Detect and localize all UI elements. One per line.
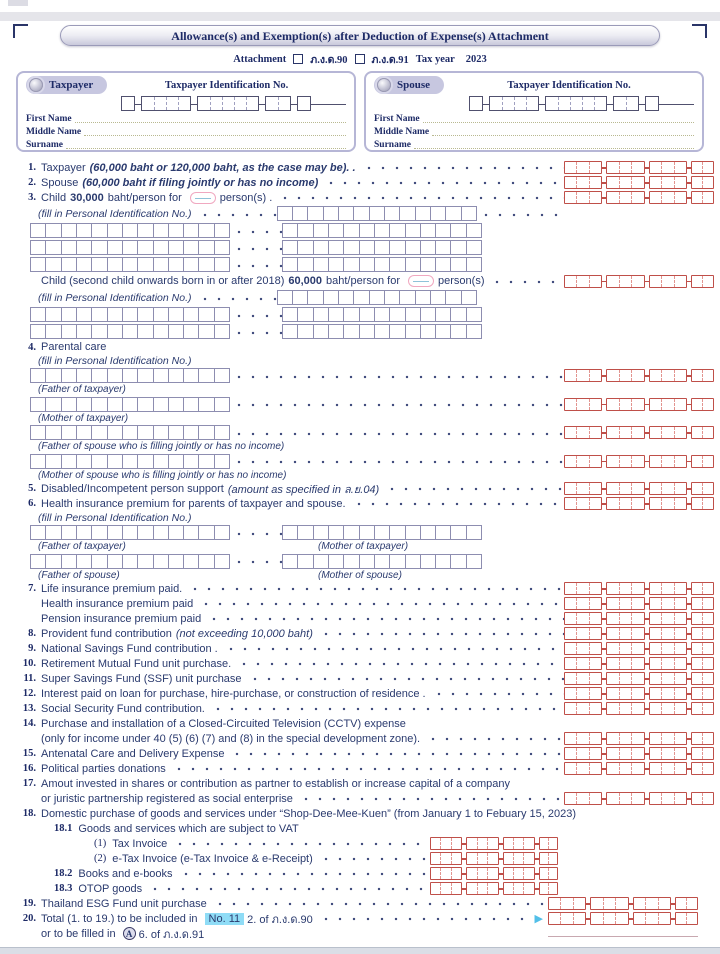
item-18-1-2-row [0, 851, 720, 866]
item-18-2-row [0, 866, 720, 881]
child-id-boxes[interactable] [30, 240, 230, 255]
item-number: 4. [28, 341, 36, 353]
leader-dots [222, 641, 564, 656]
parent-caption: (Father of spouse who is filling jointly or has no income) [38, 441, 285, 453]
leader-dots [197, 596, 564, 611]
child-id-boxes[interactable] [282, 240, 482, 255]
leader-dots [186, 581, 564, 596]
spouse-pill-label: Spouse [397, 79, 431, 91]
health-id-grid-row [0, 553, 720, 570]
taxpayer-pill-label: Taxpayer [49, 79, 94, 91]
amount-box-18-3[interactable] [430, 882, 558, 895]
parent-caption: (Mother of spouse who is filling jointly or has no income) [38, 469, 287, 481]
parent-caption: (Mother of taxpayer) [38, 412, 129, 424]
identity-panels [16, 71, 704, 152]
item-label: Domestic purchase of goods and services under “Shop-Dee-Mee-Kuen” (from January 1 to Febuary 15, 2023) [41, 807, 576, 820]
item-number: 2. [28, 177, 36, 188]
child2-id-boxes[interactable] [30, 307, 230, 322]
item-label: Provident fund contribution [41, 627, 172, 640]
form-body [0, 160, 720, 941]
amount-box-18-2[interactable] [430, 867, 558, 880]
item-label: Child [41, 191, 67, 204]
health-parent-id-boxes[interactable] [282, 554, 482, 569]
item-label: Spouse [41, 176, 79, 189]
item-5-row [0, 481, 720, 496]
form-title: Allowance(s) and Exemption(s) after Deduction of Expense(s) Attachment [60, 25, 660, 46]
leader-dots [297, 791, 564, 806]
item-number: 1. [28, 162, 36, 173]
item-1-row [0, 160, 720, 175]
parent-caption-row [0, 413, 720, 425]
spouse-pill[interactable] [374, 76, 444, 94]
item-label: person(s) [438, 275, 485, 287]
health-caption: (Mother of taxpayer) [318, 541, 409, 553]
item-4-fill-note-row [0, 354, 720, 367]
item-14-row2 [0, 731, 720, 746]
spouse-middle-name-field[interactable] [432, 135, 694, 136]
item-label: Thailand ESG Fund unit purchase [41, 897, 207, 910]
amount-box-1[interactable] [564, 161, 714, 174]
parent-id-row [0, 424, 720, 441]
parent-caption-row [0, 384, 720, 396]
leader-dots [235, 656, 564, 671]
sub-item-number: (2) [94, 853, 107, 864]
item-label: baht/person for [107, 191, 182, 204]
item-label: (only for income under 40 (5) (6) (7) and (8) in the special development zone). [41, 732, 421, 745]
child-id-boxes[interactable] [277, 206, 477, 221]
item-label: Amout invested in shares or contribution as partner to establish or increase capital of a company [41, 777, 510, 790]
health-parent-id-boxes[interactable] [30, 525, 230, 540]
page-top-band [0, 12, 720, 21]
leader-dots [171, 836, 430, 851]
item-6-fill-note-row [0, 511, 720, 524]
child2-id-boxes[interactable] [282, 307, 482, 322]
spouse-middle-name-label: Middle Name [374, 127, 430, 137]
amount-box-6[interactable] [564, 497, 714, 510]
page-bottom-band [0, 947, 720, 954]
item-17-row [0, 776, 720, 791]
taxpayer-id-boxes[interactable] [121, 96, 346, 111]
item-label: Tax Invoice [112, 837, 168, 850]
item-number: 14. [22, 718, 36, 729]
item-2-row [0, 175, 720, 190]
item-label: or to be filled in [41, 927, 116, 940]
item-label: Child (second child onwards born in or after 2018) [41, 275, 285, 287]
form-91-label: ภ.ง.ด.91 [371, 54, 409, 66]
item-label: baht/person for [326, 275, 401, 287]
item-7-row [0, 596, 720, 611]
item-19-row [0, 896, 720, 911]
leader-dots [246, 671, 564, 686]
amount-box-5[interactable] [564, 482, 714, 495]
item-note: (not exceeding 10,000 baht) [175, 627, 313, 640]
item-4-row [0, 340, 720, 354]
child-allowance-amount: 30,000 [70, 191, 104, 204]
page-top-notch [8, 0, 28, 6]
amount-box-7a[interactable] [564, 582, 714, 595]
item-label: person(s) . [219, 191, 273, 204]
item-18-1-1-row [0, 836, 720, 851]
item-18-row [0, 806, 720, 821]
leader-dots [317, 626, 564, 641]
amount-underline [548, 936, 698, 937]
leader-dots [350, 496, 565, 511]
leader-dots [177, 866, 430, 881]
child-id-grid-row [0, 256, 720, 273]
leader-dots [424, 731, 564, 746]
item-20-row [0, 911, 720, 926]
item-label: Antenatal Care and Delivery Expense [41, 747, 225, 760]
leader-dots [209, 701, 564, 716]
form-90-label: ภ.ง.ด.90 [310, 54, 348, 66]
item-number: 12. [22, 688, 36, 699]
leader-dots [230, 222, 282, 239]
leader-dots [322, 175, 564, 190]
amount-box-4d[interactable] [564, 455, 714, 468]
amount-box-16[interactable] [564, 762, 714, 775]
item-17-row2 [0, 791, 720, 806]
amount-box-18-1-2[interactable] [430, 852, 558, 865]
leader-dots [488, 273, 564, 289]
fill-id-note: (fill in Personal Identification No.) [38, 207, 192, 220]
item-number: 16. [22, 763, 36, 774]
health-caption: (Father of taxpayer) [38, 541, 126, 553]
item-note: (amount as specified in ล.ย.04) [227, 483, 380, 496]
parent-id-boxes[interactable] [30, 454, 230, 469]
sub-item-number: 18.1 [54, 823, 73, 834]
item-note: (60,000 baht or 120,000 baht, as the case may be). . [89, 161, 356, 174]
leader-dots [276, 190, 564, 205]
item-number: 15. [22, 748, 36, 759]
sub-item-number: 18.2 [54, 868, 73, 879]
leader-dots [230, 306, 282, 323]
item-number: 3. [28, 192, 36, 203]
item-label: Super Savings Fund (SSF) unit purchase [41, 672, 242, 685]
item-label: Goods and services which are subject to VAT [78, 822, 299, 835]
item-3-second-child-row [0, 273, 720, 289]
leader-dots [383, 481, 564, 496]
corner-mark-left [13, 24, 28, 38]
tax-year-value: 2023 [465, 53, 487, 65]
tax-year-label: Tax year [415, 53, 455, 65]
item-7-row [0, 581, 720, 596]
health-id-grid-row [0, 524, 720, 541]
amount-box-3b[interactable] [564, 275, 714, 288]
item-number: 7. [28, 583, 36, 594]
health-caption: (Mother of spouse) [318, 569, 402, 581]
item-18-3-row [0, 881, 720, 896]
item-6-row [0, 496, 720, 511]
item-16-row [0, 761, 720, 776]
item-11-row [0, 671, 720, 686]
leader-dots [146, 881, 430, 896]
item-label: Political parties donations [41, 762, 166, 775]
item-number: 10. [22, 658, 36, 669]
health-caption-row [0, 541, 720, 553]
parent-id-row [0, 367, 720, 384]
item-number: 6. [28, 498, 36, 509]
taxpayer-first-name-field[interactable] [75, 122, 346, 123]
item-label: or juristic partnership registered as social enterprise [41, 792, 293, 805]
leader-dots [230, 323, 282, 340]
child2-id-grid-row [0, 306, 720, 323]
item-label: Life insurance premium paid. [41, 582, 183, 595]
item-number: 17. [22, 778, 36, 789]
item-label: OTOP goods [78, 882, 143, 895]
item-label: Disabled/Incompetent person support [41, 482, 224, 495]
leader-dots [230, 396, 564, 413]
no11-highlight: No. 11 [205, 913, 245, 925]
taxpayer-panel [16, 71, 356, 152]
item-label: e-Tax Invoice (e-Tax Invoice & e-Receipt) [112, 852, 313, 865]
spouse-radio-icon[interactable] [377, 78, 391, 92]
parent-id-row [0, 453, 720, 470]
child2-id-boxes[interactable] [30, 324, 230, 339]
amount-box-18-1-1[interactable] [430, 837, 558, 850]
taxpayer-first-name-label: First Name [26, 114, 72, 124]
spouse-first-name-label: First Name [374, 114, 420, 124]
item-number: 19. [22, 898, 36, 909]
item-label: Interest paid on loan for purchase, hire-purchase, or construction of residence . [41, 687, 426, 700]
child2-id-boxes[interactable] [277, 290, 477, 305]
item-3-fill-note-row [0, 205, 720, 222]
item-number: 13. [22, 703, 36, 714]
leader-dots [430, 686, 564, 701]
item-number: 11. [23, 673, 36, 684]
sub-item-number: 18.3 [54, 883, 73, 894]
taxpayer-radio-icon[interactable] [29, 78, 43, 92]
child2-count-field[interactable] [408, 275, 434, 287]
amount-box-3[interactable] [564, 191, 714, 204]
leader-dots [230, 553, 282, 570]
spouse-tin-label: Taxpayer Identification No. [507, 79, 631, 91]
leader-dots [196, 205, 277, 222]
item-label: Health insurance premium for parents of taxpayer and spouse. [41, 497, 346, 510]
health-caption: (Father of spouse) [38, 569, 120, 581]
leader-dots [360, 160, 564, 175]
parent-caption-row [0, 441, 720, 453]
spouse-panel [364, 71, 704, 152]
amount-box-11[interactable] [564, 672, 714, 685]
sub-item-number: (1) [94, 838, 107, 849]
parent-id-boxes[interactable] [30, 425, 230, 440]
health-parent-id-boxes[interactable] [30, 554, 230, 569]
taxpayer-middle-name-label: Middle Name [26, 127, 82, 137]
spouse-first-name-field[interactable] [423, 122, 694, 123]
amount-box-12[interactable] [564, 687, 714, 700]
child-id-boxes[interactable] [30, 257, 230, 272]
item-label: Retirement Mutual Fund unit purchase. [41, 657, 232, 670]
parent-id-boxes[interactable] [30, 368, 230, 383]
child-id-boxes[interactable] [282, 223, 482, 238]
leader-dots [228, 746, 564, 761]
circled-a-icon: A [123, 927, 136, 940]
amount-box-9[interactable] [564, 642, 714, 655]
item-label: 6. of ภ.ง.ด.91 [138, 928, 205, 941]
amount-box-7b[interactable] [564, 597, 714, 610]
amount-box-13[interactable] [564, 702, 714, 715]
item-12-row [0, 686, 720, 701]
parent-id-boxes[interactable] [30, 397, 230, 412]
item-label: Parental care [41, 341, 107, 353]
attachment-row [0, 52, 720, 66]
fill-id-note: (fill in Personal Identification No.) [38, 291, 192, 304]
item-label: Pension insurance premium paid [41, 612, 202, 625]
amount-box-20[interactable] [548, 912, 698, 925]
child2-id-boxes[interactable] [282, 324, 482, 339]
item-label: Total (1. to 19.) to be included in [41, 912, 198, 925]
taxpayer-tin-label: Taxpayer Identification No. [164, 79, 289, 91]
item-9-row [0, 641, 720, 656]
health-caption-row [0, 570, 720, 582]
item-number: 5. [28, 483, 36, 494]
child2-allowance-amount: 60,000 [288, 275, 323, 287]
leader-dots [230, 256, 282, 273]
child-id-boxes[interactable] [282, 257, 482, 272]
checkbox-pngd90[interactable] [293, 54, 303, 64]
item-13-row [0, 701, 720, 716]
spouse-id-boxes[interactable] [469, 96, 694, 111]
taxpayer-middle-name-field[interactable] [84, 135, 346, 136]
fill-id-note: (fill in Personal Identification No.) [38, 354, 192, 367]
child-id-grid-row [0, 222, 720, 239]
item-20-row2 [0, 926, 720, 941]
parent-caption: (Father of taxpayer) [38, 384, 126, 396]
child2-id-grid-row [0, 323, 720, 340]
leader-dots [230, 453, 564, 470]
leader-dots [196, 289, 277, 306]
corner-mark-right [692, 24, 707, 38]
item-label: 2. of ภ.ง.ด.90 [247, 913, 313, 926]
amount-box-4a[interactable] [564, 369, 714, 382]
item-7-row [0, 611, 720, 626]
item-number: 8. [28, 628, 36, 639]
item-number: 20. [22, 913, 36, 924]
amount-box-4b[interactable] [564, 398, 714, 411]
amount-box-19[interactable] [548, 897, 698, 910]
child-id-boxes[interactable] [30, 223, 230, 238]
taxpayer-surname-label: Surname [26, 140, 63, 150]
amount-box-17[interactable] [564, 792, 714, 805]
item-number: 9. [28, 643, 36, 654]
item-18-1-row [0, 821, 720, 836]
leader-dots [170, 761, 564, 776]
amount-box-4c[interactable] [564, 426, 714, 439]
item-15-row [0, 746, 720, 761]
amount-box-15[interactable] [564, 747, 714, 760]
leader-dots [230, 367, 564, 384]
spouse-surname-field[interactable] [414, 148, 694, 149]
leader-dots [230, 239, 282, 256]
checkbox-pngd91[interactable] [355, 54, 365, 64]
amount-box-10[interactable] [564, 657, 714, 670]
item-3-fill-note2-row [0, 289, 720, 306]
item-label: Purchase and installation of a Closed-Circuited Television (CCTV) expense [41, 717, 406, 730]
parent-id-row [0, 396, 720, 413]
health-parent-id-boxes[interactable] [282, 525, 482, 540]
spouse-surname-label: Surname [374, 140, 411, 150]
amount-box-2[interactable] [564, 176, 714, 189]
item-note: (60,000 baht if filing jointly or has no income) [82, 176, 319, 189]
leader-dots [205, 611, 564, 626]
item-label: Social Security Fund contribution. [41, 702, 205, 715]
leader-dots [230, 424, 564, 441]
amount-box-14[interactable] [564, 732, 714, 745]
item-label: Books and e-books [78, 867, 173, 880]
amount-box-7c[interactable] [564, 612, 714, 625]
taxpayer-surname-field[interactable] [66, 148, 346, 149]
item-3-row [0, 190, 720, 205]
item-10-row [0, 656, 720, 671]
item-8-row [0, 626, 720, 641]
item-number: 18. [22, 808, 36, 819]
amount-box-8[interactable] [564, 627, 714, 640]
item-label: Health insurance premium paid [41, 597, 194, 610]
leader-dots [230, 524, 282, 541]
item-label: National Savings Fund contribution . [41, 642, 218, 655]
total-arrow-icon: ▶ [534, 913, 543, 925]
leader-dots [477, 205, 558, 222]
attachment-label: Attachment [233, 53, 287, 65]
item-label: Taxpayer [41, 161, 86, 174]
fill-id-note: (fill in Personal Identification No.) [38, 511, 192, 524]
item-14-row [0, 716, 720, 731]
child-count-field[interactable] [190, 192, 216, 204]
leader-dots [317, 911, 535, 926]
taxpayer-pill[interactable] [26, 76, 107, 94]
child-id-grid-row [0, 239, 720, 256]
leader-dots [317, 851, 430, 866]
